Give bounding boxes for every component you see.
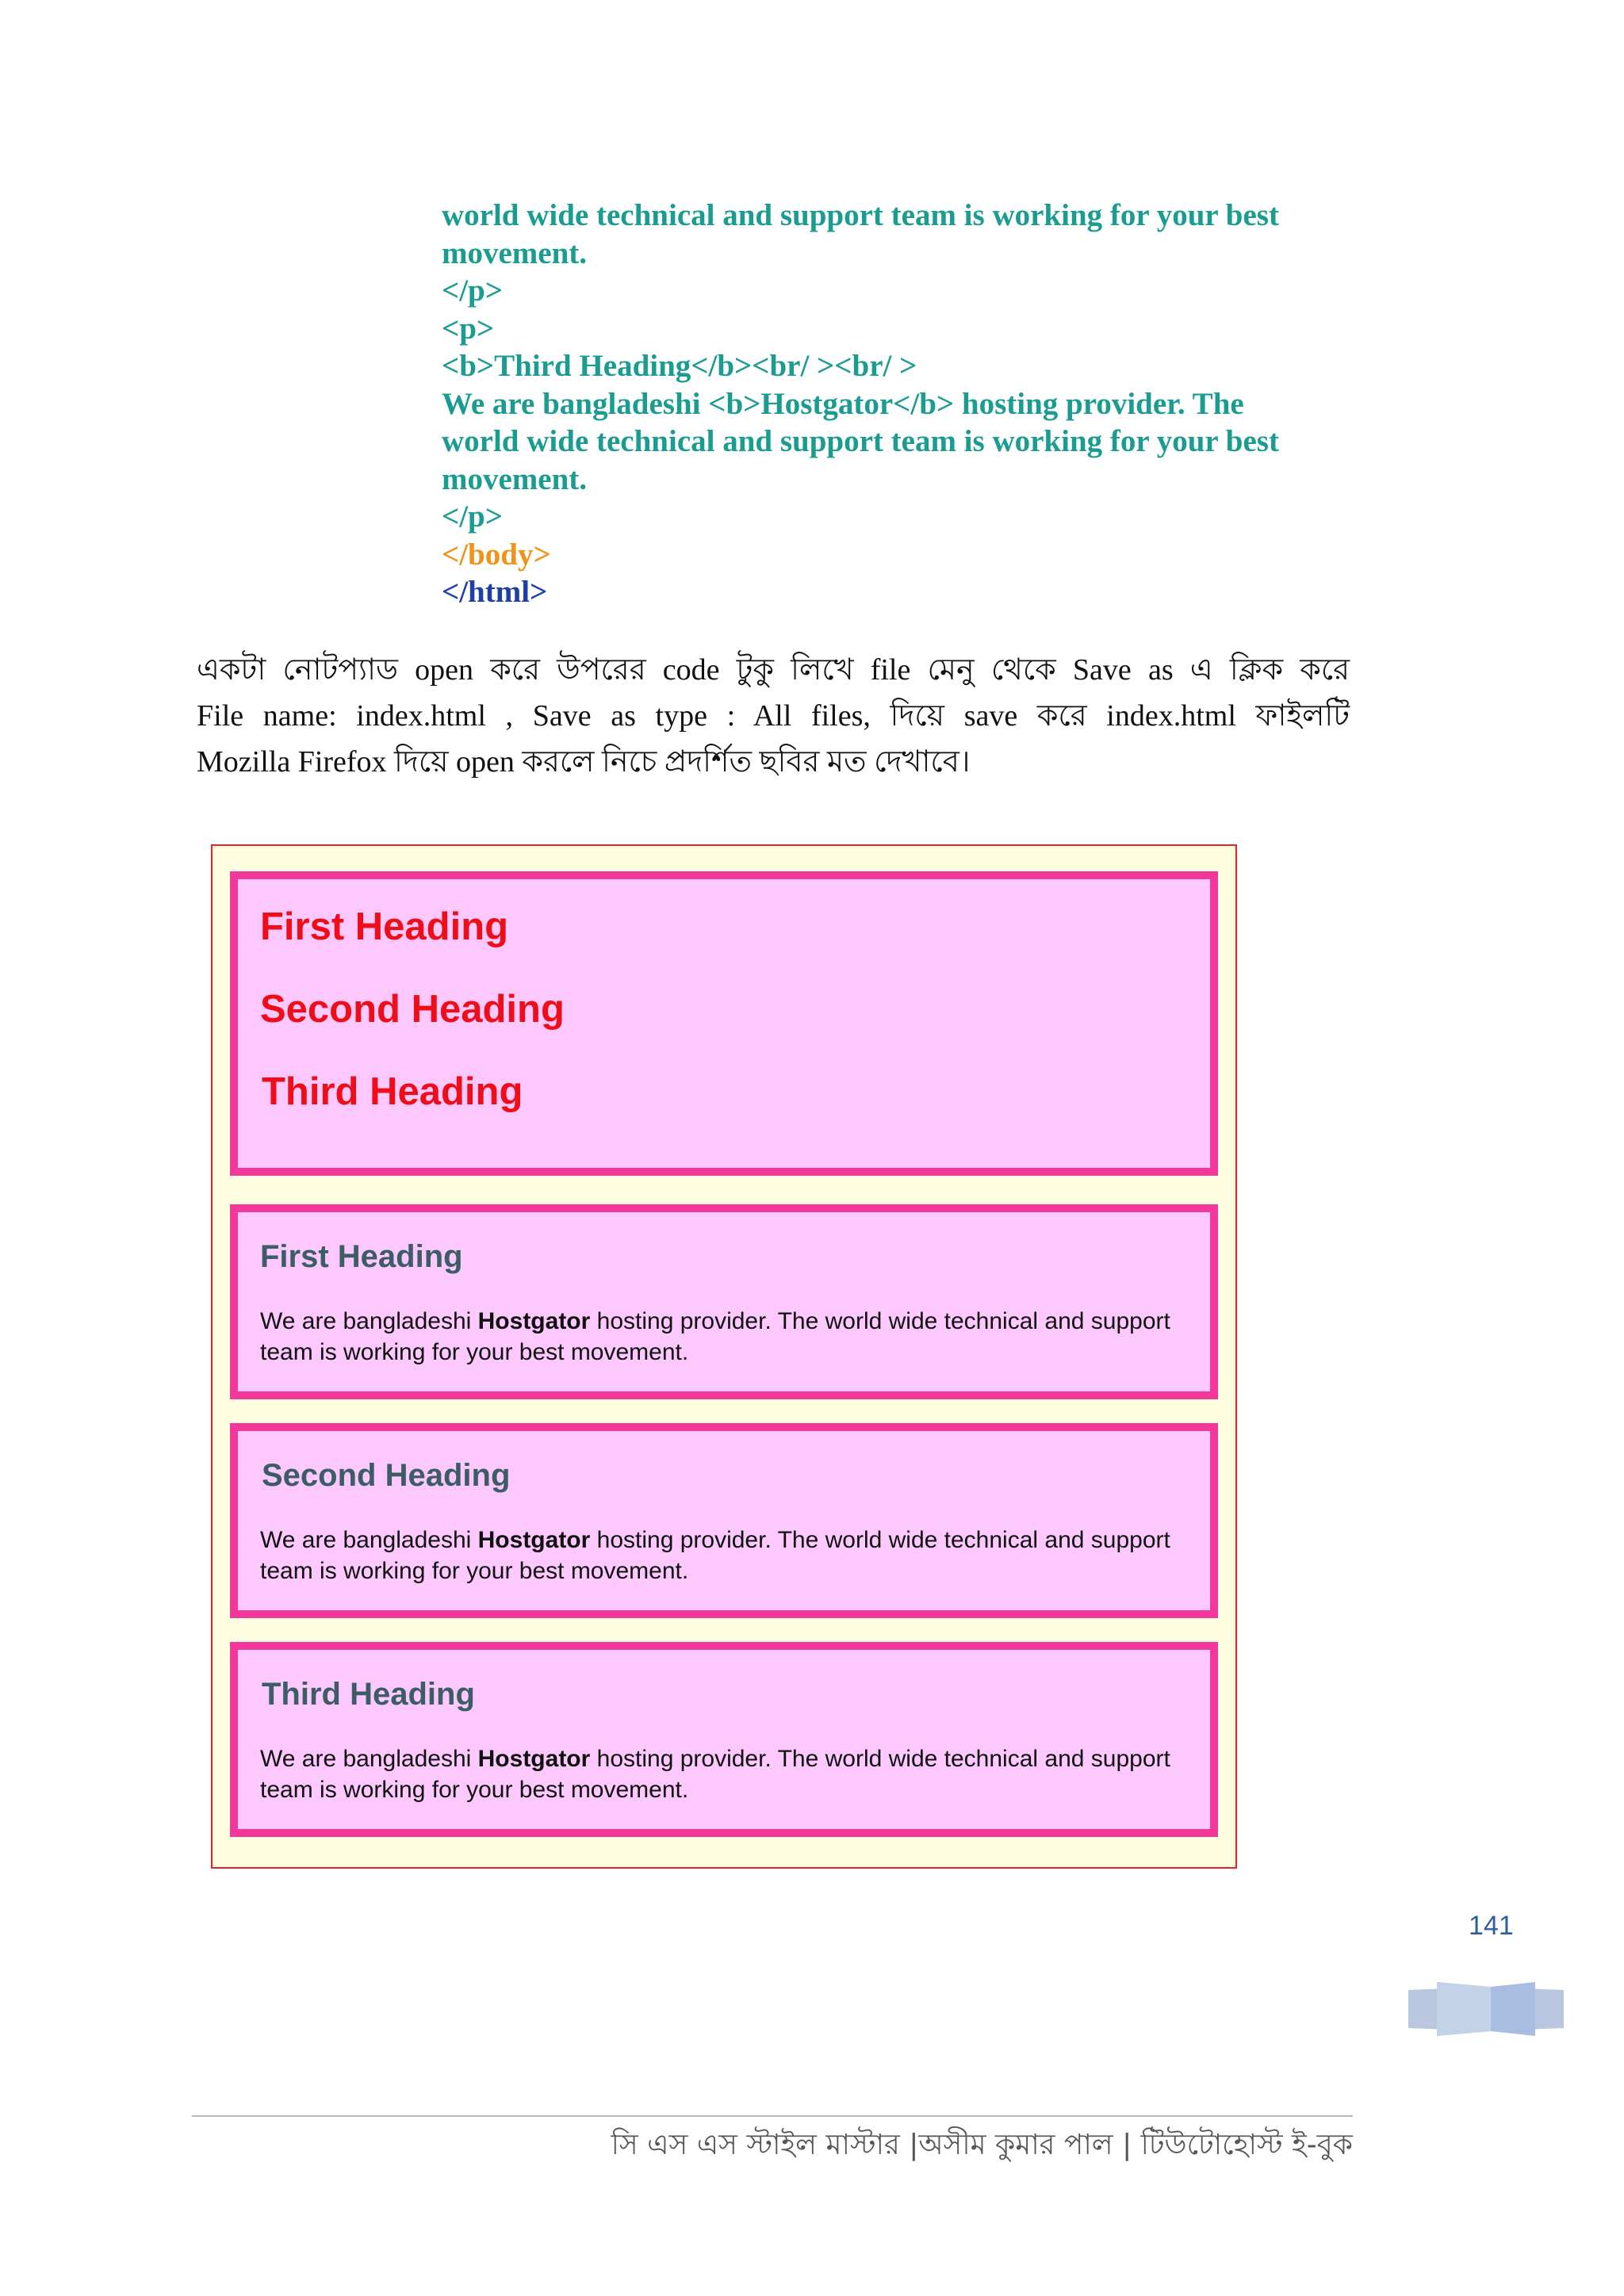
- html-code-listing: [442, 197, 1393, 611]
- footer-text: সি এস এস স্টাইল মাস্টার |অসীম কুমার পাল | টিউটোহোস্ট ই-বুক: [611, 2129, 1353, 2161]
- bold-text: Hostgator: [477, 1527, 591, 1553]
- code-line: </p>: [442, 499, 503, 534]
- code-line: We are bangladeshi <b>Hostgator</b> hosting provider. The: [442, 386, 1244, 421]
- section-text: We are bangladeshi Hostgator hosting provider. The world wide technical and support team is working for your best movement.: [260, 1527, 1170, 1584]
- code-line: world wide technical and support team is working for your best: [442, 424, 1279, 458]
- code-line: </p>: [442, 274, 503, 308]
- instruction-paragraph: [197, 647, 1350, 785]
- ribbon-decoration: [1408, 1977, 1564, 2041]
- paragraph-line: File name: index.html , Save as type : All files, দিয়ে save করে index.html ফাইলটি: [197, 699, 1350, 733]
- red-heading: Second Heading: [260, 988, 565, 1031]
- bold-text: Hostgator: [477, 1308, 591, 1334]
- footer-divider: [192, 2115, 1353, 2117]
- code-line-body-close: </body>: [442, 537, 551, 572]
- section-text: We are bangladeshi Hostgator hosting provider. The world wide technical and support team is working for your best movement.: [260, 1308, 1170, 1365]
- paragraph-line: একটা নোটপ্যাড open করে উপরের code টুকু লিখে file মেনু থেকে Save as এ ক্লিক করে: [197, 653, 1350, 687]
- section-heading: Second Heading: [262, 1458, 511, 1493]
- code-line: movement.: [442, 461, 588, 496]
- heading-box: [230, 871, 1218, 1176]
- code-line: world wide technical and support team is working for your best: [442, 198, 1279, 232]
- section-text: We are bangladeshi Hostgator hosting provider. The world wide technical and support team is working for your best movement.: [260, 1746, 1170, 1803]
- red-heading: First Heading: [260, 905, 509, 948]
- browser-output-screenshot: [211, 844, 1237, 1869]
- code-line-html-close: </html>: [442, 575, 548, 609]
- section-box: [230, 1423, 1218, 1618]
- section-box: [230, 1642, 1218, 1837]
- paragraph-line: Mozilla Firefox দিয়ে open করলে নিচে প্রদর্শিত ছবির মত দেখাবে।: [197, 745, 971, 779]
- red-heading: Third Heading: [262, 1070, 523, 1113]
- bold-text: Hostgator: [477, 1746, 591, 1772]
- code-line: <b>Third Heading</b><br/ ><br/ >: [442, 349, 917, 383]
- page-number: 141: [1469, 1911, 1514, 1941]
- code-line: <p>: [442, 311, 495, 346]
- section-heading: First Heading: [260, 1239, 463, 1274]
- section-heading: Third Heading: [262, 1677, 475, 1712]
- section-box: [230, 1204, 1218, 1399]
- code-line: movement.: [442, 235, 588, 270]
